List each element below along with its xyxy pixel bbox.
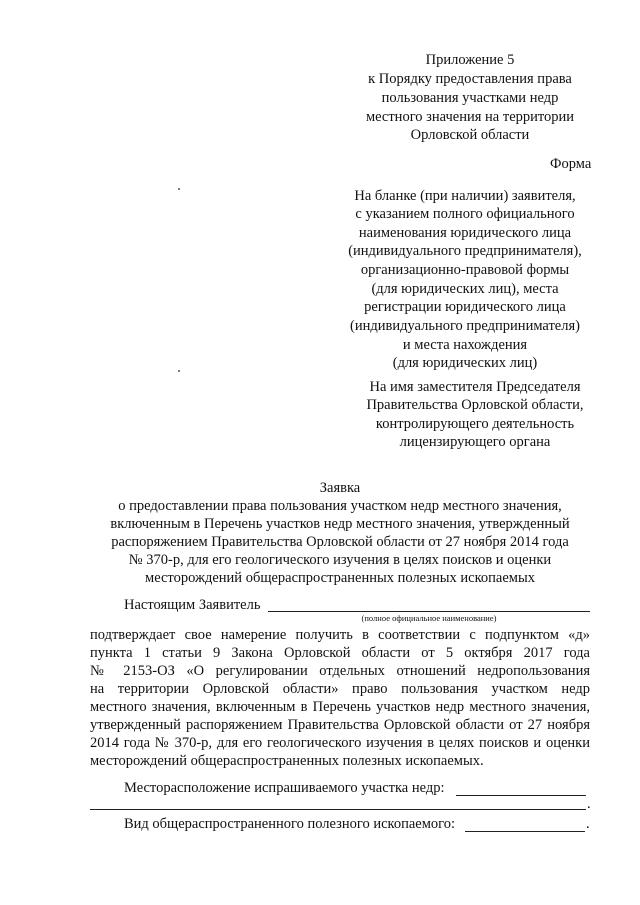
appendix-line: Приложение 5 <box>425 52 515 68</box>
applicant-caption: (полное официальное наименование) <box>361 613 497 623</box>
title-line: включенным в Перечень участков недр местного значения, утвержденный <box>110 516 570 532</box>
letterhead-line: с указанием полного официального <box>355 206 575 222</box>
body-line: 2014 года № 370-р, для его геологического изучения в целях поисков и оценки <box>90 735 590 751</box>
location-period: . <box>587 796 591 812</box>
title-line: о предоставлении права пользования участком недр местного значения, <box>118 498 562 514</box>
location-label: Месторасположение испрашиваемого участка недр: <box>124 780 445 796</box>
body-line: местного значения, включенным в Перечень участков недр местного значения, <box>90 699 590 715</box>
applicant-name-field[interactable] <box>268 611 590 612</box>
title-line: месторождений общераспространенных полезных ископаемых <box>145 570 535 586</box>
body-line: месторождений общераспространенных полезных ископаемых. <box>90 753 484 769</box>
addressee-line: контролирующего деятельность <box>375 416 575 432</box>
letterhead-line: (для юридических лиц) <box>392 355 538 371</box>
letterhead-line: (для юридических лиц), места <box>371 281 559 297</box>
location-field-1[interactable] <box>456 795 586 796</box>
scan-speck <box>178 188 180 190</box>
applicant-label: Настоящим Заявитель <box>124 597 261 613</box>
mineral-label: Вид общераспространенного полезного ископаемого: <box>124 816 456 832</box>
letterhead-line: (индивидуального предпринимателя), <box>348 243 582 259</box>
letterhead-line: На бланке (при наличии) заявителя, <box>354 188 576 204</box>
title-line: распоряжением Правительства Орловской области от 27 ноября 2014 года <box>111 534 569 550</box>
form-label: Форма <box>550 156 592 172</box>
location-field-2[interactable] <box>90 809 586 810</box>
letterhead-line: и места нахождения <box>402 337 528 353</box>
addressee-line: На имя заместителя Председателя <box>369 379 581 395</box>
letterhead-line: наименования юридического лица <box>358 225 572 241</box>
body-line: подтверждает свое намерение получить в соответствии с подпунктом «д» <box>90 627 590 643</box>
mineral-period: . <box>586 816 590 832</box>
appendix-line: пользования участками недр <box>381 90 559 106</box>
letterhead-line: регистрации юридического лица <box>364 299 566 315</box>
mineral-field[interactable] <box>465 831 585 832</box>
scan-speck <box>178 370 180 372</box>
addressee-line: Правительства Орловской области, <box>366 397 584 413</box>
letterhead-line: организационно-правовой формы <box>360 262 570 278</box>
body-line: на территории Орловской области» право пользования участком недр <box>90 681 590 697</box>
letterhead-line: (индивидуального предпринимателя) <box>350 318 580 334</box>
appendix-line: местного значения на территории <box>365 109 575 125</box>
body-line: № 2153-ОЗ «О регулировании отдельных отношений недропользования <box>90 663 590 679</box>
appendix-line: к Порядку предоставления права <box>368 71 572 87</box>
addressee-line: лицензирующего органа <box>399 434 551 450</box>
body-line: пункта 1 статьи 9 Закона Орловской области от 5 октября 2017 года <box>90 645 590 661</box>
body-line: утвержденный распоряжением Правительства Орловской области от 27 ноября <box>90 717 590 733</box>
appendix-line: Орловской области <box>410 127 530 143</box>
title-heading: Заявка <box>319 480 361 496</box>
title-line: № 370-р, для его геологического изучения в целях поисков и оценки <box>128 552 552 568</box>
